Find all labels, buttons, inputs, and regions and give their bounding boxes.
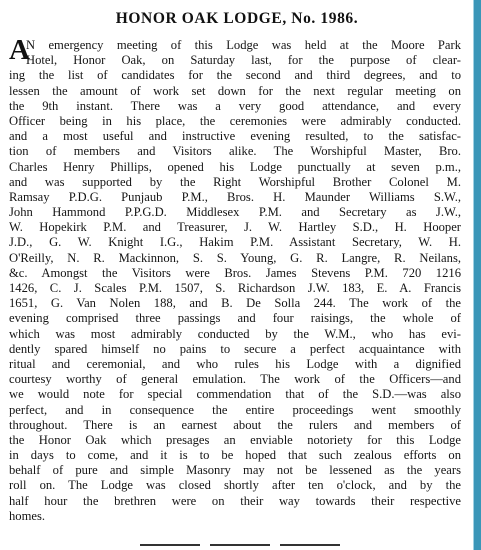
article-line: lessen the amount of work set down for the next regular meeting on	[9, 83, 461, 98]
article-line: tion of members and Visitors alike. The Worshipful Master, Bro.	[9, 144, 461, 159]
article-line: and was supported by the Right Worshipful Brother Colonel M.	[9, 174, 461, 189]
article-body	[9, 34, 461, 524]
divider-rule	[210, 544, 270, 546]
section-divider	[140, 544, 340, 546]
article-line: dently spared himself no pains to secure a perfect acquaintance with	[9, 341, 461, 356]
article-line: ritual and ceremonial, and who rules his Lodge with a dignified	[9, 356, 461, 371]
article-line: Ramsay P.D.G. Punjaub P.M., Bros. H. Maunder Williams S.W.,	[9, 189, 461, 204]
divider-rule	[140, 544, 200, 546]
article-line: 1426, C. J. Scales P.M. 1507, S. Richardson J.W. 183, E. A. Francis	[9, 281, 461, 295]
article-line: &c. Amongst the Visitors were Bros. James Stevens P.M. 720 1216	[9, 265, 461, 280]
article-line: behalf of pure and simple Masonry may not be lessened as the years	[9, 463, 461, 478]
article-line: and a most useful and instructive evening resulted, to the satisfac-	[9, 129, 461, 144]
article-line: J.D., G. W. Knight I.G., Hakim P.M. Assistant Secretary, W. H.	[9, 235, 461, 250]
article-line: John Hammond P.P.G.D. Middlesex P.M. and Secretary as J.W.,	[9, 205, 461, 220]
article-line: W. Hopekirk P.M. and Treasurer, J. W. Hartley S.D., H. Hooper	[9, 220, 461, 235]
article-line: we would note for special commendation that of the S.D.—was also	[9, 387, 461, 402]
article-line: ing the list of candidates for the second and third degrees, and to	[9, 68, 461, 83]
article-line: the 9th instant. There was a very good attendance, and every	[9, 98, 461, 113]
article-line: O'Reilly, N. R. Mackinnon, S. S. Young, G. R. Langre, R. Neilans,	[9, 250, 461, 265]
article-line: perfect, and in consequence the entire proceedings went smoothly	[9, 402, 461, 417]
article-line: 1651, G. Van Nolen 188, and B. De Solla 244. The work of the	[9, 296, 461, 311]
article-line: evening comprised three passings and four raisings, the whole of	[9, 311, 461, 326]
article-line: courtesy worthy of general emulation. The work of the Officers—and	[9, 372, 461, 387]
article-line: Officer being in his place, the ceremonies were admirably conducted.	[9, 113, 461, 128]
divider-rule	[280, 544, 340, 546]
article-line: the Honor Oak which presages an enviable notoriety for this Lodge	[9, 432, 461, 447]
article-line-text: N emergency meeting of this Lodge was held at the Moore Park	[26, 38, 461, 52]
article-line: Hotel, Honor Oak, on Saturday last, for the purpose of clear-	[26, 53, 461, 68]
article-line: homes.	[9, 508, 46, 523]
article-line: roll on. The Lodge was closed shortly after ten o'clock, and by the	[9, 478, 461, 493]
article-line: in days to come, and it is to be hoped that such zealous efforts on	[9, 448, 461, 463]
article-line: half hour the brethren were on their way towards their respective	[9, 493, 461, 508]
article-line: throughout. There is an earnest about the rulers and members of	[9, 417, 461, 432]
article-line: Charles Henry Phillips, opened his Lodge punctually at seven p.m.,	[9, 159, 461, 174]
article-line: which was most admirably conducted by the W.M., who has evi-	[9, 326, 461, 341]
drop-cap: A	[9, 34, 30, 66]
right-border	[474, 0, 481, 550]
article-title: HONOR OAK LODGE, No. 1986.	[115, 10, 359, 27]
